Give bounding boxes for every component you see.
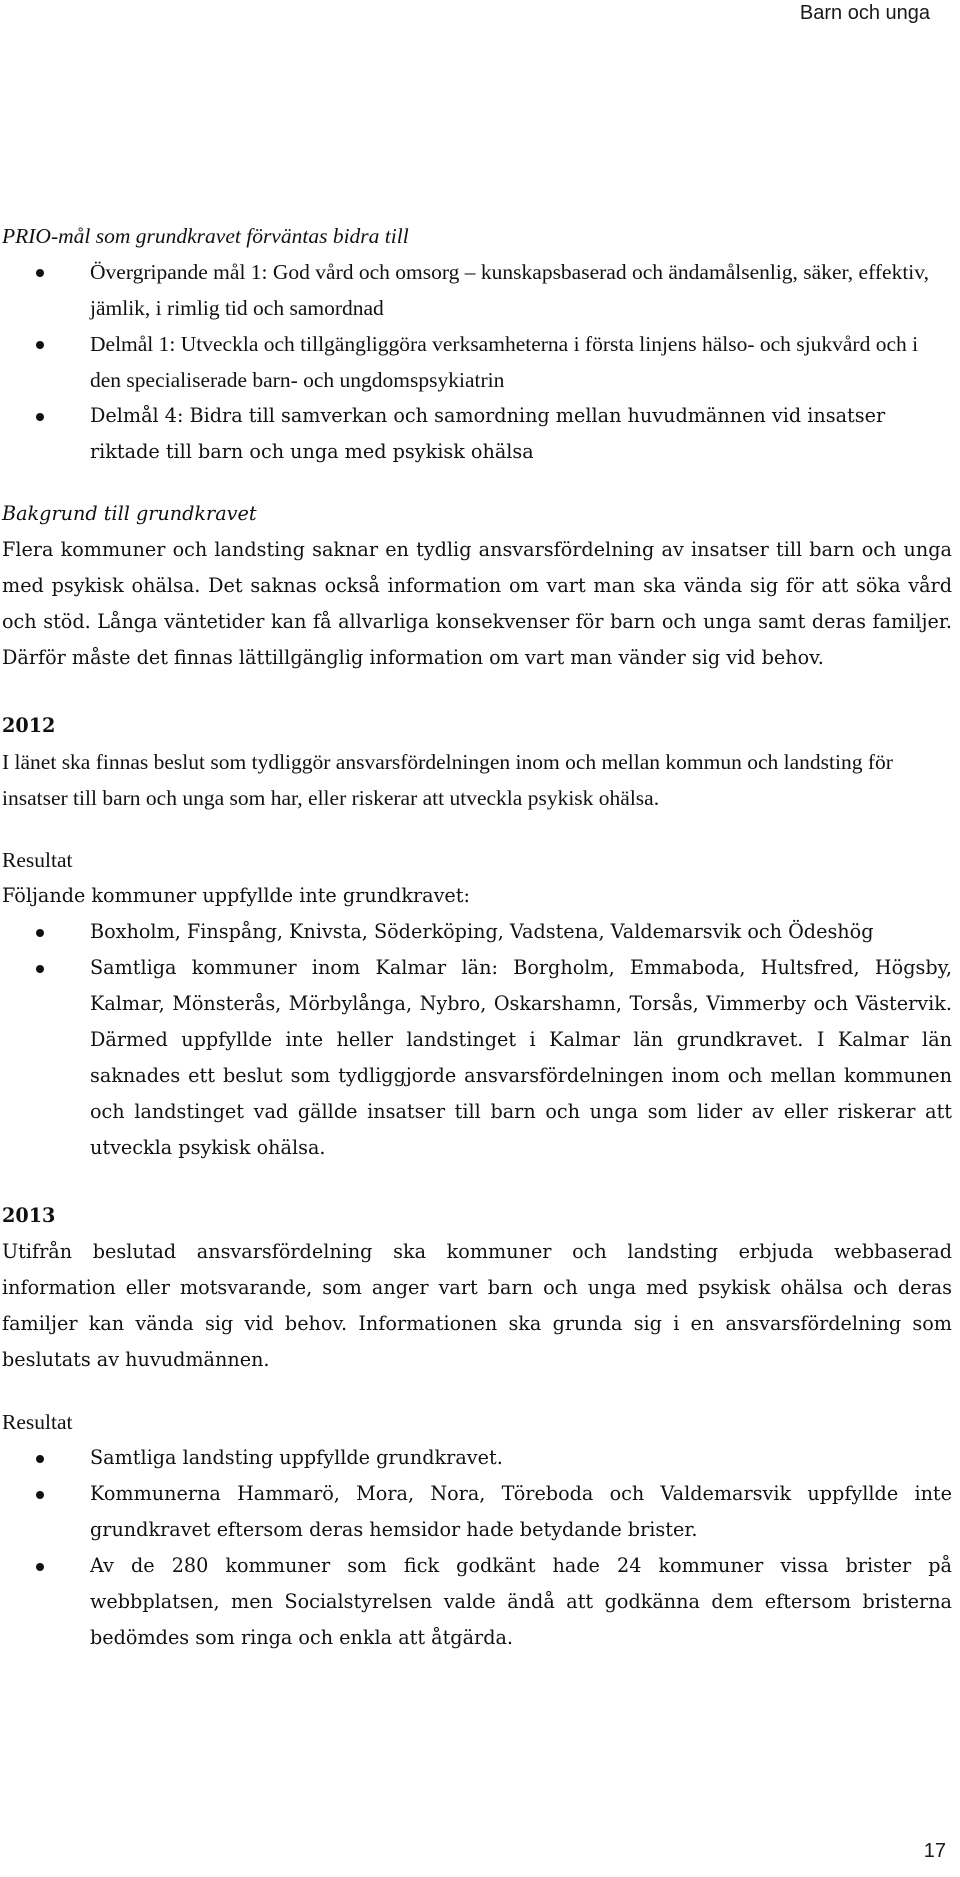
resultat-2012-list	[0, 914, 952, 1166]
bakgrund-text: Flera kommuner och landsting saknar en tydlig ansvarsfördelning av insatser till barn och unga med psykisk ohälsa. Det saknas också information om vart man ska vända sig för att söka vård och stöd. Långa väntetider kan få allvarliga konsekvenser för barn och unga samt deras familjer. Därför måste det finnas lättillgänglig information om vart man vänder sig vid behov.	[2, 538, 952, 669]
resultat-2012-item-1: Boxholm, Finspång, Knivsta, Söderköping, Vadstena, Valdemarsvik och Ödeshög	[90, 914, 952, 950]
prio-item-2: Delmål 1: Utveckla och tillgängliggöra verksamheterna i första linjens hälso- och sjukvård och i den specialiserade barn- och ungdomspsykiatrin	[90, 326, 952, 398]
prio-heading: PRIO-mål som grundkravet förväntas bidra till	[2, 224, 409, 248]
year-2013-heading: 2013	[2, 1204, 56, 1227]
year-2013-text: Utifrån beslutad ansvarsfördelning ska kommuner och landsting erbjuda webbaserad information eller motsvarande, som anger vart barn och unga med psykisk ohälsa och deras familjer kan vända sig vid behov. Informationen ska grunda sig i en ansvarsfördelning som beslutats av huvudmännen.	[2, 1240, 952, 1371]
bullet-icon	[36, 965, 44, 973]
bakgrund-heading: Bakgrund till grundkravet	[2, 502, 257, 525]
page-content	[0, 218, 952, 1656]
bullet-icon	[36, 1563, 44, 1571]
prio-item-1: Övergripande mål 1: God vård och omsorg – kunskapsbaserad och ändamålsenlig, säker, effektiv, jämlik, i rimlig tid och samordnad	[90, 254, 952, 326]
bullet-icon	[36, 1491, 44, 1499]
resultat-2013-list	[0, 1440, 952, 1656]
bullet-icon	[36, 929, 44, 937]
resultat-2013-item-1: Samtliga landsting uppfyllde grundkravet.	[90, 1440, 952, 1476]
bullet-icon	[36, 341, 44, 349]
year-2012-text: I länet ska finnas beslut som tydliggör ansvarsfördelningen inom och mellan kommun och landsting för insatser till barn och unga som har, eller riskerar att utveckla psykisk ohälsa.	[2, 750, 893, 810]
page-number: 17	[923, 1840, 946, 1862]
resultat-2012-intro: Följande kommuner uppfyllde inte grundkravet:	[2, 884, 470, 907]
bullet-icon	[36, 413, 44, 421]
resultat-2013-heading: Resultat	[2, 1410, 73, 1434]
resultat-2013-item-2: Kommunerna Hammarö, Mora, Nora, Töreboda och Valdemarsvik uppfyllde inte grundkravet eftersom deras hemsidor hade betydande brister.	[90, 1476, 952, 1548]
running-header: Barn och unga	[799, 2, 930, 24]
resultat-2012-item-2: Samtliga kommuner inom Kalmar län: Borgholm, Emmaboda, Hultsfred, Högsby, Kalmar, Mönsterås, Mörbylånga, Nybro, Oskarshamn, Torsås, Vimmerby och Västervik. Därmed uppfyllde inte heller landstinget i Kalmar län grundkravet. I Kalmar län saknades ett beslut som tydliggjorde ansvarsfördelningen inom och mellan kommunen och landstinget vad gällde insatser till barn och unga som lider av eller riskerar att utveckla psykisk ohälsa.	[90, 950, 952, 1166]
resultat-2012-heading: Resultat	[2, 848, 73, 872]
prio-list	[0, 254, 952, 470]
year-2012-heading: 2012	[2, 714, 56, 737]
bullet-icon	[36, 269, 44, 277]
bullet-icon	[36, 1455, 44, 1463]
resultat-2013-item-3: Av de 280 kommuner som fick godkänt hade 24 kommuner vissa brister på webbplatsen, men Socialstyrelsen valde ändå att godkänna dem eftersom bristerna bedömdes som ringa och enkla att åtgärda.	[90, 1548, 952, 1656]
prio-item-3: Delmål 4: Bidra till samverkan och samordning mellan huvudmännen vid insatser riktade till barn och unga med psykisk ohälsa	[90, 398, 952, 470]
